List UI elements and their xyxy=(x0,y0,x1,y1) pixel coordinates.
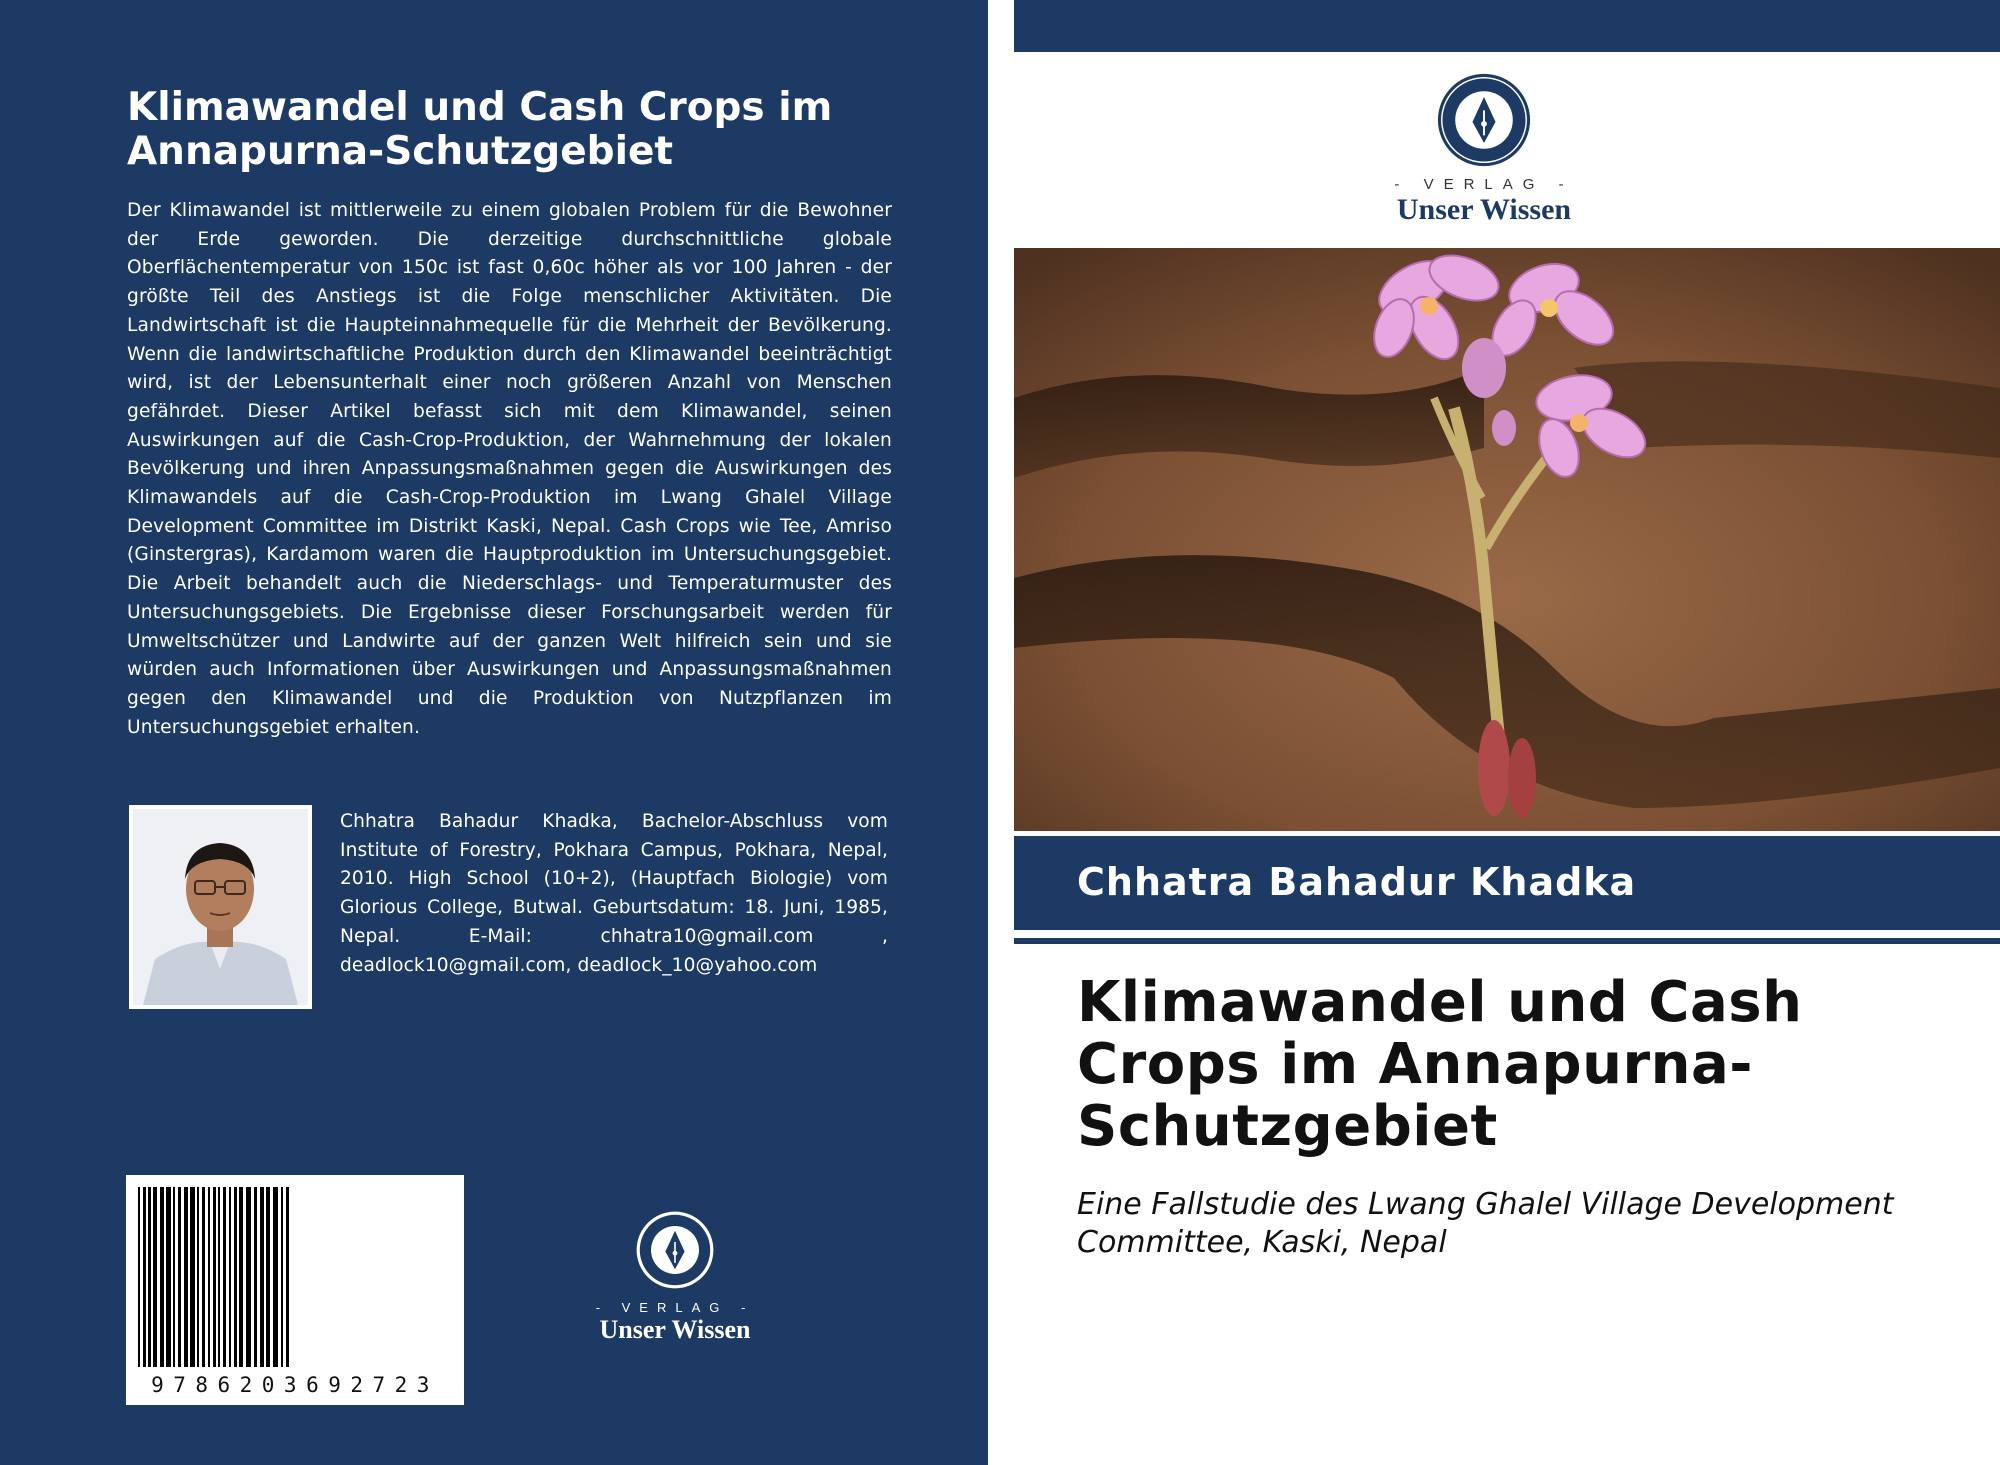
front-publisher-name: Unser Wissen xyxy=(1396,193,1572,226)
barcode-bar xyxy=(266,1187,270,1367)
front-publisher-verlag: - VERLAG - xyxy=(1394,176,1574,193)
front-cover xyxy=(1014,0,2000,1465)
barcode-bar xyxy=(143,1187,146,1367)
barcode-bar xyxy=(173,1187,175,1367)
pink-flower-in-soil-photo xyxy=(1014,248,2000,831)
front-top-bar xyxy=(1014,0,2000,52)
author-photo xyxy=(129,805,312,1009)
front-publisher-logo xyxy=(1354,72,1614,226)
back-publisher-verlag: - VERLAG - xyxy=(595,1300,755,1315)
back-cover xyxy=(0,0,988,1465)
barcode-bar xyxy=(213,1187,216,1367)
author-bio: Chhatra Bahadur Khadka, Bachelor-Abschluss vom Institute of Forestry, Pokhara Campus, Pokhara, Nepal, 2010. High School (10+2), (Hauptfach Biologie) vom Glorious College, Butwal. Geburtsdatum: 18. Juni, 1985, Nepal. E-Mail: chhatra10@gmail.com , deadlock10@gmail.com, deadlock_10@yahoo.com xyxy=(340,811,888,976)
barcode-bar xyxy=(184,1187,188,1367)
front-subtitle: Eine Fallstudie des Lwang Ghalel Village Development Committee, Kaski, Nepal xyxy=(1077,1187,1894,1260)
barcode-bar xyxy=(160,1187,164,1367)
front-author-name: Chhatra Bahadur Khadka xyxy=(1077,860,1637,904)
barcode-bar xyxy=(273,1187,278,1367)
barcode-bar xyxy=(246,1187,251,1367)
barcode-bar xyxy=(178,1187,181,1367)
barcode-bar xyxy=(254,1187,257,1367)
spine-gap xyxy=(988,0,1014,1465)
barcode-bar xyxy=(202,1187,205,1367)
barcode-bar xyxy=(208,1187,210,1367)
barcode-bar xyxy=(166,1187,171,1367)
publisher-seal-icon xyxy=(1436,72,1532,168)
barcode-bar xyxy=(239,1187,243,1367)
barcode-bar xyxy=(197,1187,199,1367)
barcode-bar xyxy=(190,1187,195,1367)
back-publisher-name: Unser Wissen xyxy=(599,1315,751,1344)
front-title: Klimawandel und Cash Crops im Annapurna-Schutzgebiet xyxy=(1077,970,1803,1159)
back-cover-title: Klimawandel und Cash Crops im Annapurna-Schutzgebiet xyxy=(127,85,833,174)
barcode-bar xyxy=(281,1187,283,1367)
barcode-bar xyxy=(286,1187,289,1367)
barcode-bar xyxy=(153,1187,157,1367)
isbn-barcode xyxy=(126,1175,464,1405)
barcode-bar xyxy=(138,1187,140,1367)
back-cover-blurb: Der Klimawandel ist mittlerweile zu einem globalen Problem für die Bewohner der Erde geworden. Die derzeitige durchschnittliche globale Oberflächentemperatur von 150c ist fast 0,60c höher als vor 100 Jahren - der größte Teil des Anstiegs ist die Folge menschlicher Aktivitäten. Die Landwirtschaft ist die Haupteinnahmequelle für die Mehrheit der Bevölkerung. Wenn die landwirtschaftliche Produktion durch den Klimawandel beeinträchtigt wird, ist der Lebensunterhalt einer noch größeren Anzahl von Menschen gefährdet. Dieser Artikel befasst sich mit dem Klimawandel, seinen Auswirkungen auf die Cash-Crop-Produktion, der Wahrnehmung der lokalen Bevölkerung und ihren Anpassungsmaßnahmen gegen die Auswirkungen des Klimawandels auf die Cash-Crop-Produktion im Lwang Ghalel Village Development Committee im Distrikt Kaski, Nepal. Cash Crops wie Tee, Amriso (Ginstergras), Kardamom waren die Hauptproduktion im Untersuchungsgebiet. Die Arbeit behandelt auch die Niederschlags- und Temperaturmuster des Untersuchungsgebiets. Die Ergebnisse dieser Forschungsarbeit werden für Umweltschützer und Landwirte auf der ganzen Welt hilfreich sein und sie würden auch Informationen über Auswirkungen und Anpassungsmaßnahmen gegen den Klimawandel und die Produktion von Nutzpflanzen im Untersuchungsgebiet erhalten. xyxy=(127,200,892,738)
barcode-bar xyxy=(234,1187,237,1367)
author-band xyxy=(1014,836,2000,930)
barcode-bar xyxy=(260,1187,264,1367)
isbn-number: 9786203692723 xyxy=(151,1373,439,1397)
divider-line xyxy=(1014,938,2000,944)
barcode-bar xyxy=(148,1187,151,1367)
barcode-bar xyxy=(229,1187,231,1367)
barcode-bar xyxy=(218,1187,220,1367)
barcode-bar xyxy=(223,1187,226,1367)
publisher-seal-icon xyxy=(635,1210,715,1290)
back-publisher-logo xyxy=(560,1210,790,1350)
